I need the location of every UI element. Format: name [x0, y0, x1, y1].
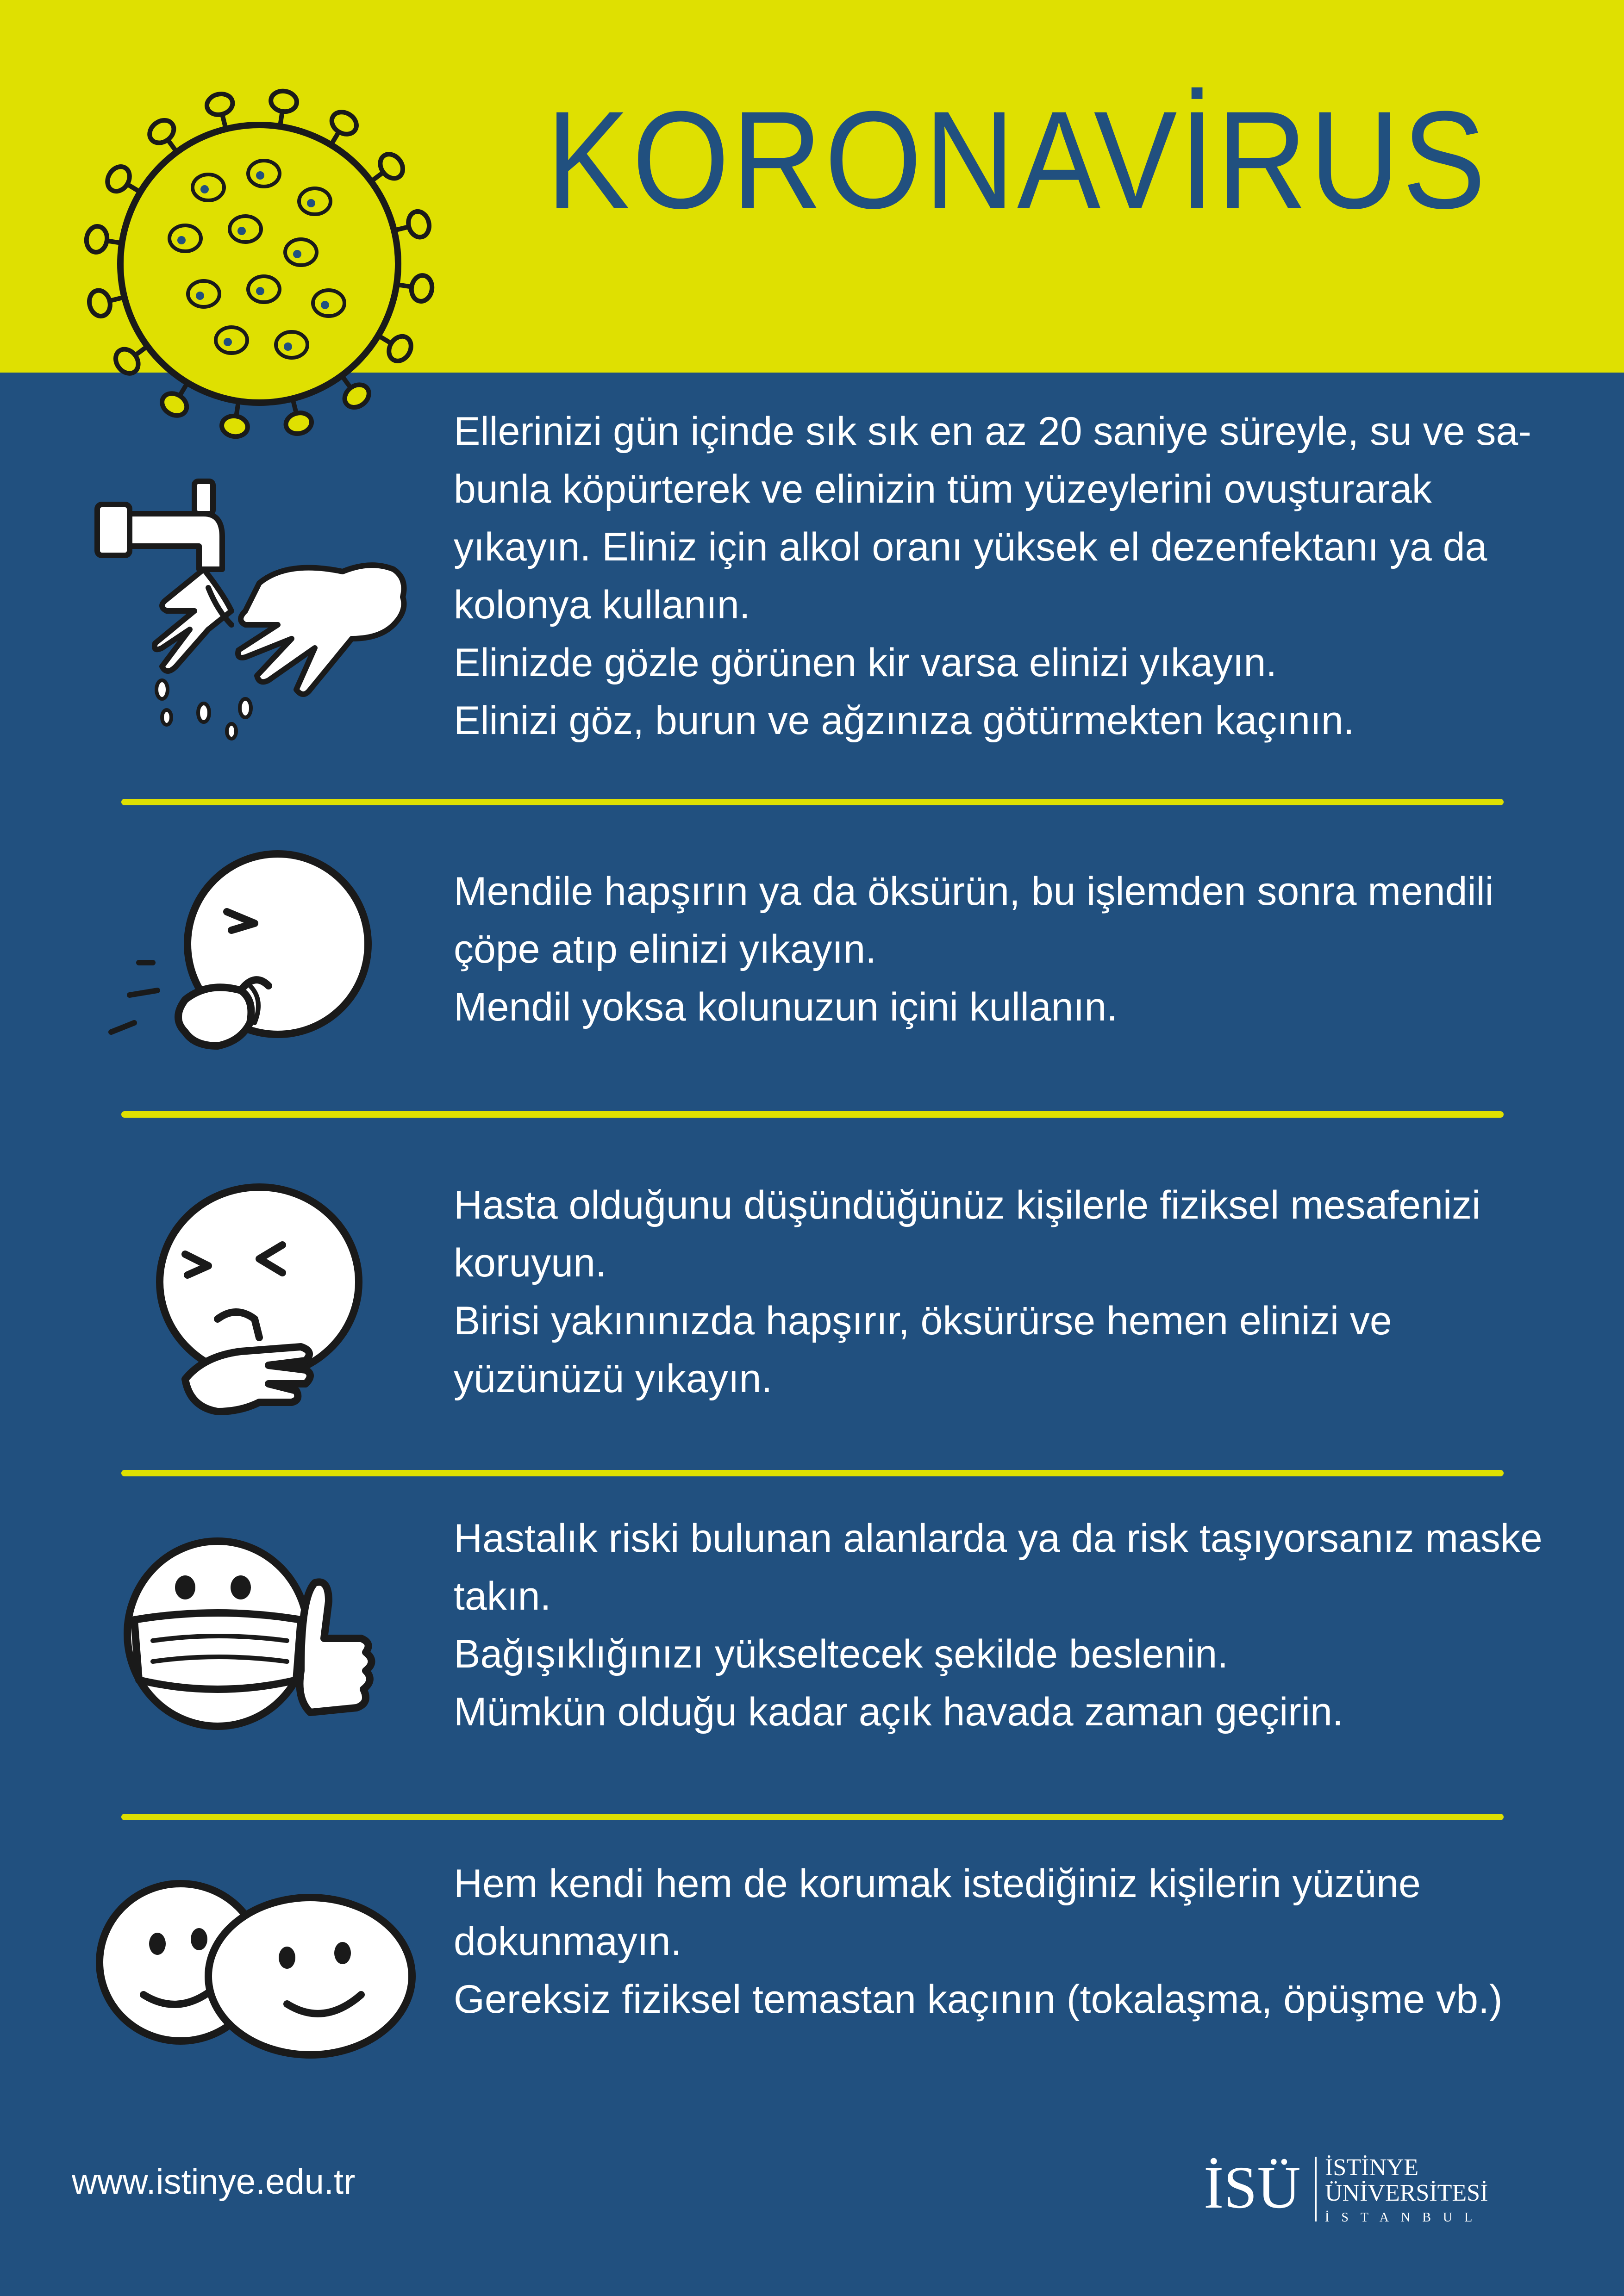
tip-3-line: yüzünüzü yıkayın. [454, 1356, 773, 1401]
tip-5-line: Gereksiz fiziksel temastan kaçının (tokalaşma, öpüşme vb.) [454, 1977, 1503, 2022]
tip-1-line: yıkayın. Eliniz için alkol oranı yüksek el dezenfektanı ya da [454, 525, 1487, 569]
istinye-university-logo [1204, 2147, 1528, 2231]
tip-5 [454, 1855, 1565, 2028]
tip-3-line: Hasta olduğunu düşündüğünüz kişilerle fiziksel mesafenizi [454, 1183, 1481, 1227]
tip-3-line: koruyun. [454, 1241, 606, 1285]
tip-2 [454, 863, 1565, 1036]
tip-1-line: bunla köpürterek ve elinizin tüm yüzeylerini ovuşturarak [454, 467, 1432, 511]
tip-5-line: dokunmayın. [454, 1919, 682, 1964]
page-title: KORONAVİRUS [546, 82, 1488, 237]
handwashing-icon [93, 472, 426, 740]
tip-2-line: çöpe atıp elinizi yıkayın. [454, 927, 877, 971]
tip-5-line: Hem kendi hem de korumak istediğiniz kişilerin yüzüne [454, 1861, 1421, 1906]
tip-1-line: Ellerinizi gün içinde sık sık en az 20 saniye süreyle, su ve sa- [454, 409, 1531, 454]
coughing-face-icon [148, 1180, 370, 1421]
divider [121, 1814, 1504, 1820]
smiling-faces-icon [93, 1870, 426, 2064]
logo-line-1: İSTİNYE [1325, 2154, 1419, 2181]
tip-2-line: Mendil yoksa kolunuzun içini kullanın. [454, 985, 1118, 1029]
tip-2-line: Mendile hapşırın ya da öksürün, bu işlemden sonra mendili [454, 869, 1494, 914]
masked-face-thumbs-up-icon [120, 1532, 389, 1736]
divider [121, 1470, 1504, 1476]
virus-icon [69, 81, 449, 442]
tip-4-line: Bağışıklığınızı yükseltecek şekilde beslenin. [454, 1632, 1229, 1676]
logo-mark: İSÜ [1204, 2154, 1301, 2221]
tip-3 [454, 1176, 1565, 1408]
tip-4-line: Mümkün olduğu kadar açık havada zaman geçirin. [454, 1690, 1343, 1734]
logo-line-3: İSTANBUL [1325, 2210, 1485, 2225]
tip-1 [454, 403, 1565, 750]
website-link[interactable]: www.istinye.edu.tr [72, 2162, 356, 2202]
tip-1-line: Elinizi göz, burun ve ağzınıza götürmekten kaçının. [454, 698, 1355, 743]
logo-line-2: ÜNİVERSİTESİ [1325, 2180, 1488, 2206]
divider [121, 1111, 1504, 1118]
tip-4-line: Hastalık riski bulunan alanlarda ya da risk taşıyorsanız maske [454, 1516, 1543, 1561]
tip-4-line: takın. [454, 1574, 551, 1618]
tip-3-line: Birisi yakınınızda hapşırır, öksürürse hemen elinizi ve [454, 1299, 1392, 1343]
tip-1-line: kolonya kullanın. [454, 583, 750, 627]
divider [121, 799, 1504, 805]
sneezing-face-icon [102, 847, 398, 1069]
tip-4 [454, 1510, 1565, 1741]
tip-1-line: Elinizde gözle görünen kir varsa elinizi yıkayın. [454, 641, 1277, 685]
